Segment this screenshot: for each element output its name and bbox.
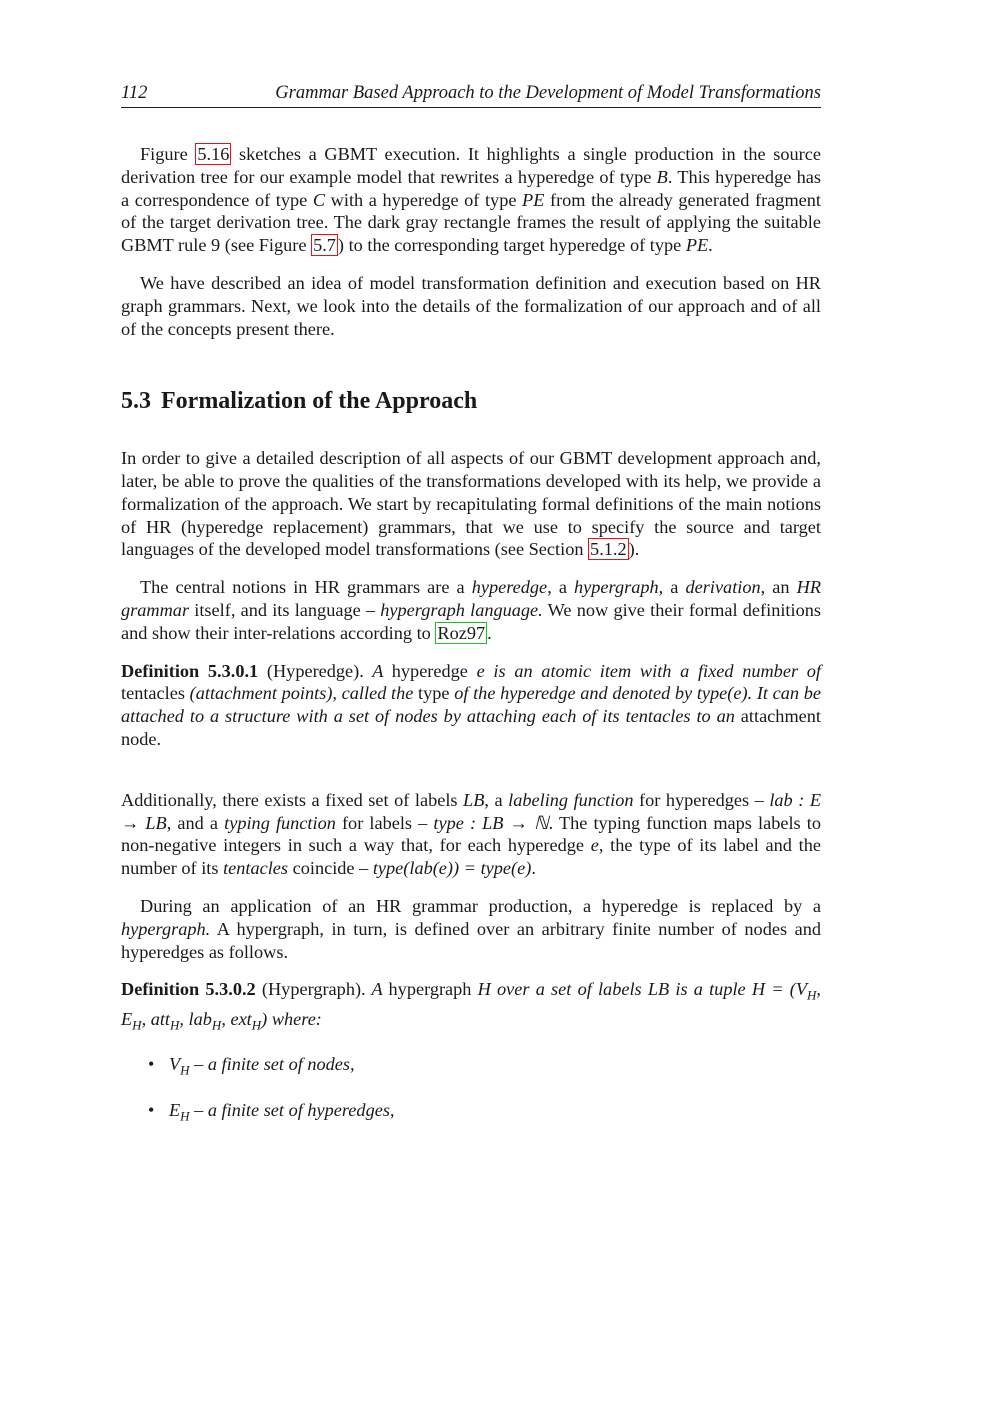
page-body bbox=[121, 143, 821, 1144]
definition-label: Definition 5.3.0.1 bbox=[121, 660, 259, 681]
paragraph-summary: We have described an idea of model transformation definition and execution based on HR graph grammars. Next, we look into the details of the formalization of our approach and of all of the concepts present there. bbox=[121, 272, 821, 339]
section-heading bbox=[121, 390, 821, 413]
section-number: 5.3 bbox=[121, 388, 151, 415]
paragraph-formalization-intro: In order to give a detailed description of all aspects of our GBMT development approach and, later, be able to prove the qualities of the transformations developed with its help, we provide a formalization of the approach. We start by recapitulating formal definitions of the main notions of HR (hyperedge replacement) grammars, that we use to specify the source and target languages of the developed model transformations (see Section 5.1.2 ). bbox=[121, 448, 821, 560]
definition-hypergraph: Definition 5.3.0.2 (Hypergraph). A hypergraph H over a set of labels LB is a tuple $H = (V_H$, $E_H$, att$_H$, lab$_H$, ext$_H$) where: bbox=[121, 979, 821, 1033]
paragraph-central-notions: The central notions in HR grammars are a hyperedge, a hypergraph, a derivation, an HR grammar itself, and its language – hypergraph language. We now give their formal definitions and show their inter-relations according to Roz97 . bbox=[121, 577, 822, 643]
paragraph-figure-description: Figure 5.16 sketches a GBMT execution. It highlights a single production in the source derivation tree for our example model that rewrites a hyperedge of type B. This hyperedge has a correspondence of type C with a hyperedge of type PE from the already generated fragment of the target derivation tree. The dark gray rectangle frames the result of applying the suitable GBMT rule 9 (see Figure 5.7 ) to the corresponding target hyperedge of type PE. bbox=[121, 144, 822, 256]
running-header bbox=[121, 83, 821, 108]
section-title: Formalization of the Approach bbox=[161, 388, 478, 415]
definition-components-list bbox=[121, 1053, 821, 1128]
list-item: • $V_H$ – a finite set of nodes, bbox=[148, 1053, 821, 1082]
definition-hyperedge: Definition 5.3.0.1 (Hyperedge). A hyperedge e is an atomic item with a fixed number of tentacles (attachment points), called the type of the hyperedge and denoted by type(e). It can be attached to a structure with a set of nodes by attaching each of its tentacles to an attachment node. bbox=[121, 660, 821, 749]
section-link-5-1-2[interactable]: 5.1.2 bbox=[590, 539, 627, 560]
paragraph-labels: Additionally, there exists a fixed set of labels LB, a labeling function for hyperedges – lab : E → LB, and a typing function for labels – type : LB → ℕ. The typing function maps labels to non-negative integers in such a way that, for each hyperedge e, the type of its label and the number of its tentacles coincide – type(lab(e)) = type(e). bbox=[121, 789, 821, 879]
page-number: 112 bbox=[121, 83, 148, 103]
figure-link-5-16[interactable]: 5.16 bbox=[197, 144, 230, 164]
citation-link-roz97[interactable]: Roz97 bbox=[437, 622, 486, 643]
list-item: • $E_H$ – a finite set of hyperedges, bbox=[148, 1099, 821, 1128]
definition-label: Definition 5.3.0.2 bbox=[121, 979, 256, 1000]
paragraph-production-application: During an application of an HR grammar production, a hyperedge is replaced by a hypergraph. A hypergraph, in turn, is defined over an arbitrary finite number of nodes and hyperedges as follows. bbox=[121, 895, 821, 962]
running-title: Grammar Based Approach to the Development of Model Transformations bbox=[275, 83, 821, 103]
figure-link-5-7[interactable]: 5.7 bbox=[313, 235, 336, 256]
